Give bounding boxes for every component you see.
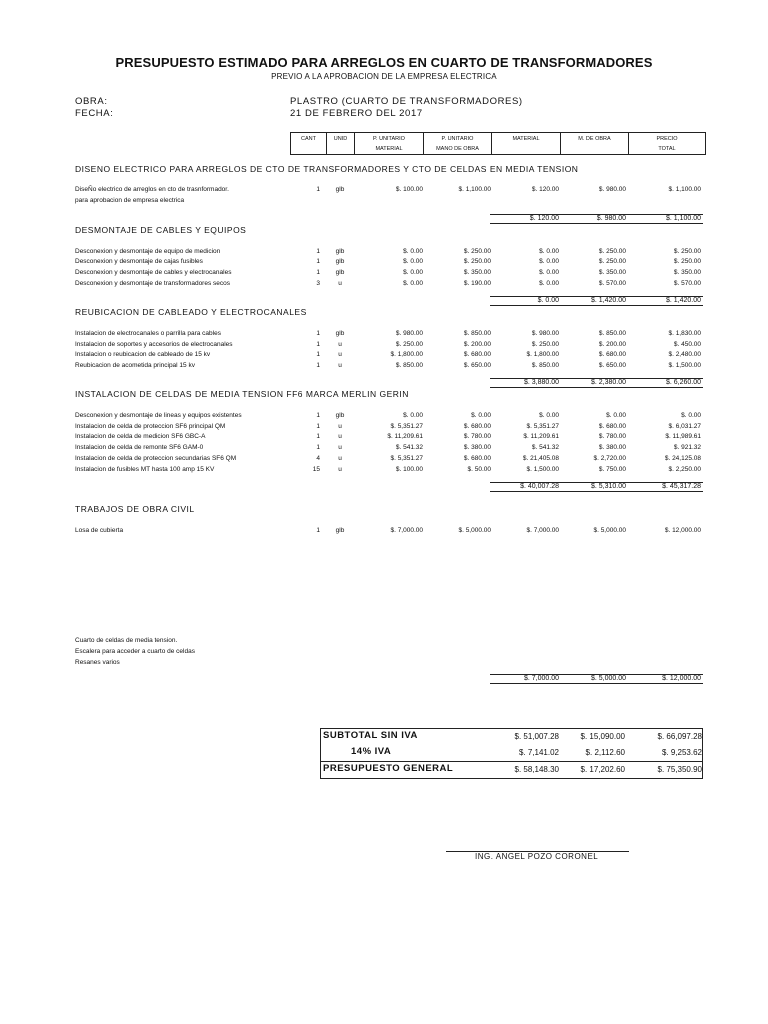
iva-row: 14% IVA $. 7,141.02 $. 2,112.60 $. 9,253.62	[351, 746, 702, 757]
totals-box	[320, 728, 703, 779]
note-item: Resanes varios	[75, 659, 120, 666]
subtotal-row: SUBTOTAL SIN IVA $. 51,007.28 $. 15,090.00 $. 66,097.28	[323, 730, 702, 741]
subtotal-label: SUBTOTAL SIN IVA	[323, 730, 418, 741]
table-row: Instalacion de fusibles MT hasta 100 amp 15 KV 15 u $. 100.00 $. 50.00 $. 1,500.00 $. 750.00 $. 2,250.00	[75, 466, 701, 473]
table-row: Desconexion y desmontaje de cables y electrocanales 1 glb $. 0.00 $. 350.00 $. 0.00 $. 350.00 $. 350.00	[75, 269, 701, 276]
obra-label: OBRA:	[75, 96, 108, 107]
obra-value: PLASTRO (CUARTO DE TRANSFORMADORES)	[290, 96, 523, 107]
table-row: Instalacion o reubicacion de cableado de 15 kv 1 u $. 1,800.00 $. 680.00 $. 1,800.00 $. 680.00 $. 2,480.00	[75, 351, 701, 358]
table-row: Reubicacion de acometida principal 15 kv 1 u $. 850.00 $. 650.00 $. 850.00 $. 650.00 $. 1,500.00	[75, 362, 701, 369]
page-title: PRESUPUESTO ESTIMADO PARA ARREGLOS EN CUARTO DE TRANSFORMADORES	[115, 55, 653, 70]
col-header-precio-total: PRECIO TOTAL	[628, 132, 706, 155]
table-row: Instalacion de celda de medicion SF6 GBC-A 1 u $. 11,209.61 $. 780.00 $. 11,209.61 $. 780.00 $. 11,989.61	[75, 433, 701, 440]
col-header-unid: UNID	[326, 132, 355, 155]
table-row: Instalacion de celda de proteccion SF6 principal QM 1 u $. 5,351.27 $. 680.00 $. 5,351.27 $. 680.00 $. 6,031.27	[75, 423, 701, 430]
note-item: Cuarto de celdas de media tension.	[75, 637, 178, 644]
section-subtotal: $. 7,000.00 $. 5,000.00 $. 12,000.00	[0, 674, 768, 686]
section-subtotal: $. 0.00 $. 1,420.00 $. 1,420.00	[0, 296, 768, 308]
iva-label: 14% IVA	[351, 746, 392, 757]
section-title: INSTALACION DE CELDAS DE MEDIA TENSION FF6 MARCA MERLIN GERIN	[75, 389, 409, 399]
table-row: Instalacion de celda de proteccion secundarias SF6 QM 4 u $. 5,351.27 $. 680.00 $. 21,405.08 $. 2,720.00 $. 24,125.08	[75, 455, 701, 462]
section-title: DESMONTAJE DE CABLES Y EQUIPOS	[75, 225, 247, 235]
table-row: para aprobacion de empresa electrica	[75, 197, 185, 204]
section-subtotal: $. 120.00 $. 980.00 $. 1,100.00	[0, 214, 768, 226]
note-item: Escalera para acceder a cuarto de celdas	[75, 648, 195, 655]
col-header-material: MATERIAL	[491, 132, 561, 155]
table-row: Instalacion de celda de remonte SF6 GAM-0 1 u $. 541.32 $. 380.00 $. 541.32 $. 380.00 $. 921.32	[75, 444, 701, 451]
col-header-cant: CANT	[290, 132, 327, 155]
fecha-value: 21 DE FEBRERO DEL 2017	[290, 108, 423, 119]
table-row: Desconexion y desmontaje de lineas y equipos existentes 1 glb $. 0.00 $. 0.00 $. 0.00 $. 0.00 $. 0.00	[75, 412, 701, 419]
fecha-label: FECHA:	[75, 108, 114, 119]
table-row: Instalacion de soportes y accesorios de electrocanales 1 u $. 250.00 $. 200.00 $. 250.00 $. 200.00 $. 450.00	[75, 341, 701, 348]
section-title: DISENO ELECTRICO PARA ARREGLOS DE CTO DE TRANSFORMADORES Y CTO DE CELDAS EN MEDIA TENSION	[75, 164, 579, 174]
table-row: Losa de cubierta 1 glb $. 7,000.00 $. 5,000.00 $. 7,000.00 $. 5,000.00 $. 12,000.00	[75, 527, 701, 534]
table-row: Desconexion y desmontaje de cajas fusibles 1 glb $. 0.00 $. 250.00 $. 0.00 $. 250.00 $. 250.00	[75, 258, 701, 265]
signature-name: ING. ANGEL POZO CORONEL	[475, 852, 599, 861]
col-header-pu-material: P. UNITARIO MATERIAL	[354, 132, 424, 155]
table-row: Desconexion y desmontaje de equipo de medicion 1 glb $. 0.00 $. 250.00 $. 0.00 $. 250.00 $. 250.00	[75, 248, 701, 255]
table-row: Instalacion de electrocanales o parrilla para cables 1 glb $. 980.00 $. 850.00 $. 980.00 $. 850.00 $. 1,830.00	[75, 330, 701, 337]
section-title: TRABAJOS DE OBRA CIVIL	[75, 504, 195, 514]
col-header-pu-mano-obra: P. UNITARIO MANO DE OBRA	[423, 132, 492, 155]
col-header-mano-obra: M. DE OBRA	[560, 132, 629, 155]
general-label: PRESUPUESTO GENERAL	[323, 763, 454, 774]
table-row: DiseÑo electrico de arreglos en cto de trasnformador. 1 glb $. 100.00 $. 1,100.00 $. 120.00 $. 980.00 $. 1,100.00	[75, 186, 701, 193]
table-row: Desconexion y desmontaje de transformadores secos 3 u $. 0.00 $. 190.00 $. 0.00 $. 570.00 $. 570.00	[75, 280, 701, 287]
section-title: REUBICACION DE CABLEADO Y ELECTROCANALES	[75, 307, 307, 317]
section-subtotal: $. 40,007.28 $. 5,310.00 $. 45,317.28	[0, 482, 768, 494]
page-subtitle: PREVIO A LA APROBACION DE LA EMPRESA ELECTRICA	[271, 72, 497, 81]
general-row: PRESUPUESTO GENERAL $. 58,148.30 $. 17,202.60 $. 75,350.90	[321, 761, 702, 778]
section-subtotal: $. 3,880.00 $. 2,380.00 $. 6,260.00	[0, 378, 768, 390]
